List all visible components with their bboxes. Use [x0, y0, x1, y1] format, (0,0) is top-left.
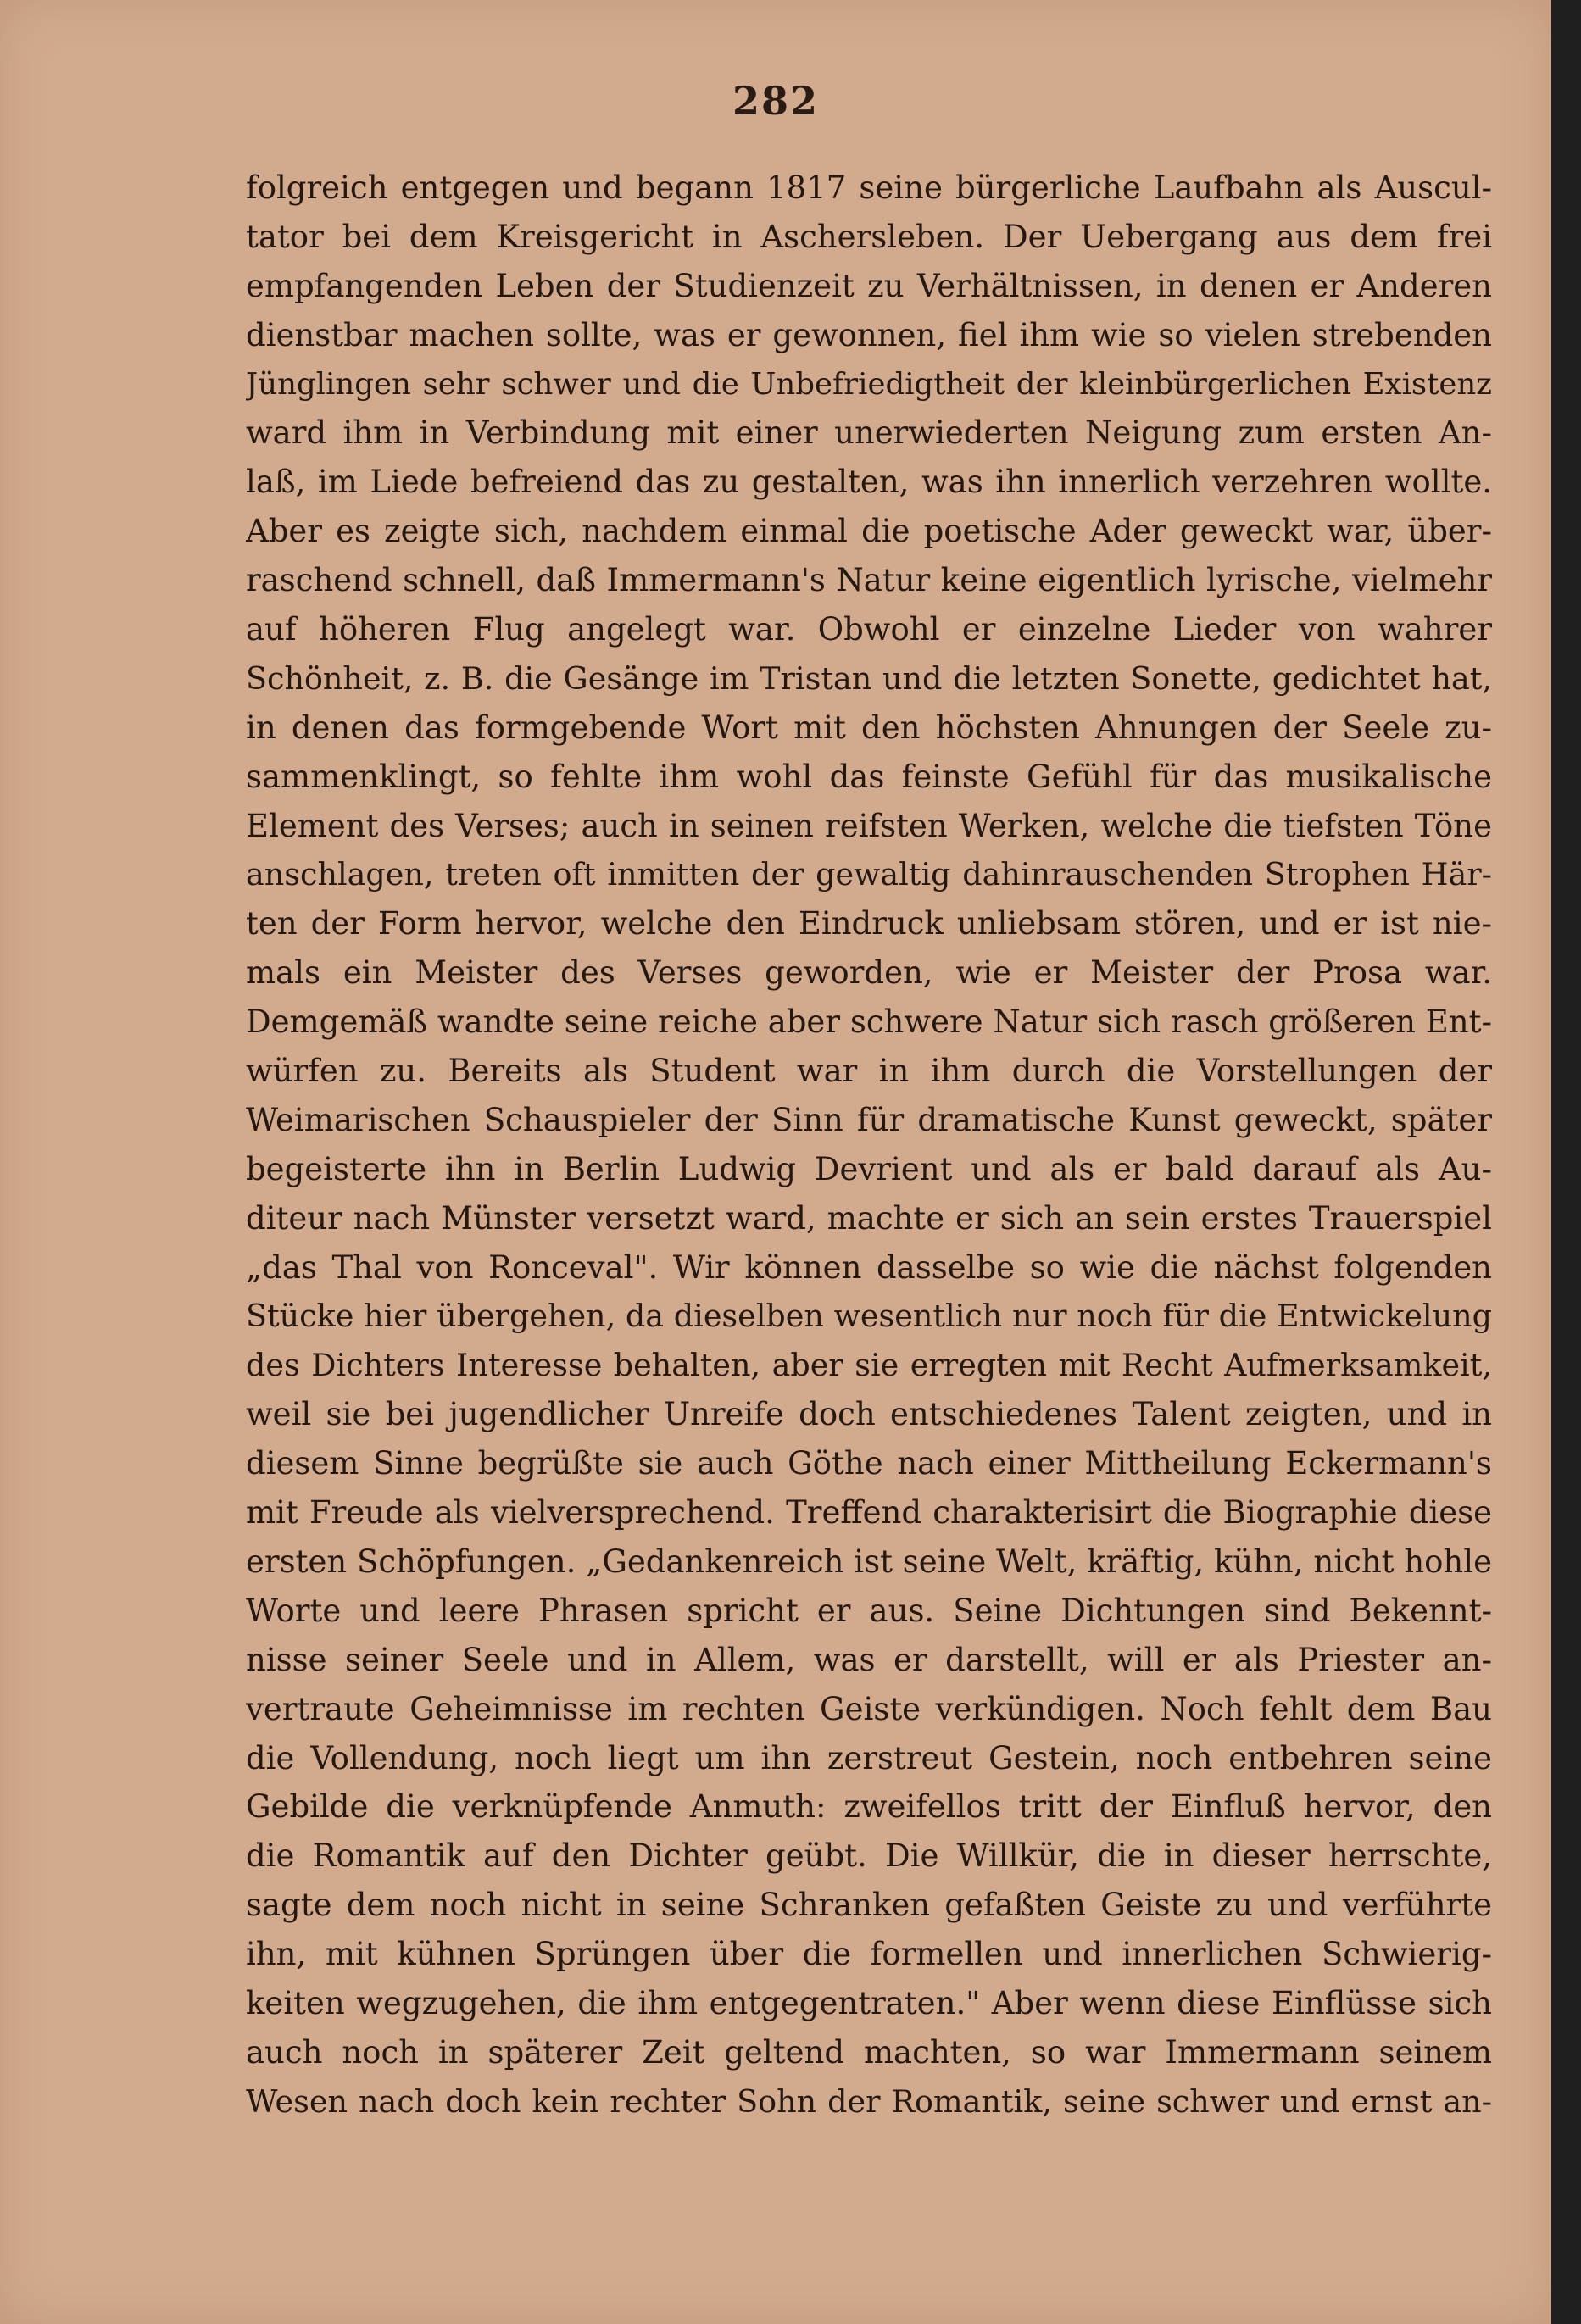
text-line: Weimarischen Schauspieler der Sinn für dramatische Kunst geweckt, später	[246, 1101, 1492, 1138]
text-line: ward ihm in Verbindung mit einer unerwiederten Neigung zum ersten An-	[246, 414, 1492, 452]
text-line: diteur nach Münster versetzt ward, machte er sich an sein erstes Trauerspiel	[246, 1199, 1492, 1237]
text-line: Element des Verses; auch in seinen reifsten Werken, welche die tiefsten Töne	[246, 807, 1492, 844]
text-line: Gebilde die verknüpfende Anmuth: zweifellos tritt der Einfluß hervor, den	[246, 1788, 1492, 1826]
text-line: Worte und leere Phrasen spricht er aus. Seine Dichtungen sind Bekennt-	[246, 1592, 1492, 1629]
text-line: nisse seiner Seele und in Allem, was er darstellt, will er als Priester an-	[246, 1641, 1492, 1678]
text-line: die Romantik auf den Dichter geübt. Die Willkür, die in dieser herrschte,	[246, 1838, 1492, 1875]
text-line: Jünglingen sehr schwer und die Unbefriedigtheit der kleinbürgerlichen Existenz	[246, 366, 1492, 402]
text-line: sammenklingt, so fehlte ihm wohl das feinste Gefühl für das musikalische	[246, 758, 1492, 795]
text-line: anschlagen, treten oft inmitten der gewaltig dahinrauschenden Strophen Här-	[246, 856, 1492, 893]
text-line: vertraute Geheimnisse im rechten Geiste verkündigen. Noch fehlt dem Bau	[246, 1690, 1492, 1727]
text-line: die Vollendung, noch liegt um ihn zerstreut Gestein, noch entbehren seine	[246, 1739, 1492, 1776]
text-line: Demgemäß wandte seine reiche aber schwere Natur sich rasch größeren Ent-	[246, 1004, 1492, 1041]
text-line: diesem Sinne begrüßte sie auch Göthe nach einer Mittheilung Eckermann's	[246, 1445, 1492, 1482]
text-line: dienstbar machen sollte, was er gewonnen, fiel ihm wie so vielen strebenden	[246, 316, 1492, 353]
text-line: sagte dem noch nicht in seine Schranken gefaßten Geiste zu und verführte	[246, 1887, 1492, 1924]
text-line: mals ein Meister des Verses geworden, wie er Meister der Prosa war.	[246, 954, 1492, 992]
text-line: würfen zu. Bereits als Student war in ihm durch die Vorstellungen der	[246, 1053, 1492, 1090]
text-line: raschend schnell, daß Immermann's Natur keine eigentlich lyrische, vielmehr	[246, 562, 1492, 599]
text-line: ten der Form hervor, welche den Eindruck unliebsam stören, und er ist nie-	[246, 905, 1492, 942]
text-line: auch noch in späterer Zeit geltend machten, so war Immermann seinem	[246, 2033, 1492, 2071]
text-line: Aber es zeigte sich, nachdem einmal die poetische Ader geweckt war, über-	[246, 513, 1492, 550]
text-line: mit Freude als vielversprechend. Treffend charakterisirt die Biographie diese	[246, 1494, 1492, 1532]
text-line: des Dichters Interesse behalten, aber sie erregten mit Recht Aufmerksamkeit,	[246, 1347, 1492, 1384]
text-line: Schönheit, z. B. die Gesänge im Tristan und die letzten Sonette, gedichtet hat,	[246, 659, 1492, 697]
text-line: ersten Schöpfungen. „Gedankenreich ist seine Welt, kräftig, kühn, nicht hohle	[246, 1543, 1492, 1580]
text-line: laß, im Liede befreiend das zu gestalten, was ihn innerlich verzehren wollte.	[246, 464, 1492, 501]
text-line: folgreich entgegen und begann 1817 seine bürgerliche Laufbahn als Auscul-	[246, 170, 1492, 206]
text-line: weil sie bei jugendlicher Unreife doch entschiedenes Talent zeigten, und in	[246, 1396, 1492, 1433]
text-line: empfangenden Leben der Studienzeit zu Verhältnissen, in denen er Anderen	[246, 267, 1492, 304]
text-line: in denen das formgebende Wort mit den höchsten Ahnungen der Seele zu-	[246, 709, 1492, 746]
text-line: „das Thal von Ronceval". Wir können dasselbe so wie die nächst folgenden	[246, 1248, 1492, 1286]
text-line: ihn, mit kühnen Sprüngen über die formellen und innerlichen Schwierig-	[246, 1936, 1492, 1973]
text-line: auf höheren Flug angelegt war. Obwohl er einzelne Lieder von wahrer	[246, 611, 1492, 648]
body-text	[246, 164, 1492, 2127]
text-line: begeisterte ihn in Berlin Ludwig Devrient und als er bald darauf als Au-	[246, 1150, 1492, 1187]
page-number: 282	[732, 78, 820, 124]
text-line: keiten wegzugehen, die ihm entgegentraten." Aber wenn diese Einflüsse sich	[246, 1984, 1492, 2021]
text-line: tator bei dem Kreisgericht in Aschersleben. Der Uebergang aus dem frei	[246, 218, 1492, 255]
text-line: Stücke hier übergehen, da dieselben wesentlich nur noch für die Entwickelung	[246, 1298, 1492, 1335]
text-line: Wesen nach doch kein rechter Sohn der Romantik, seine schwer und ernst an-	[246, 2082, 1492, 2120]
